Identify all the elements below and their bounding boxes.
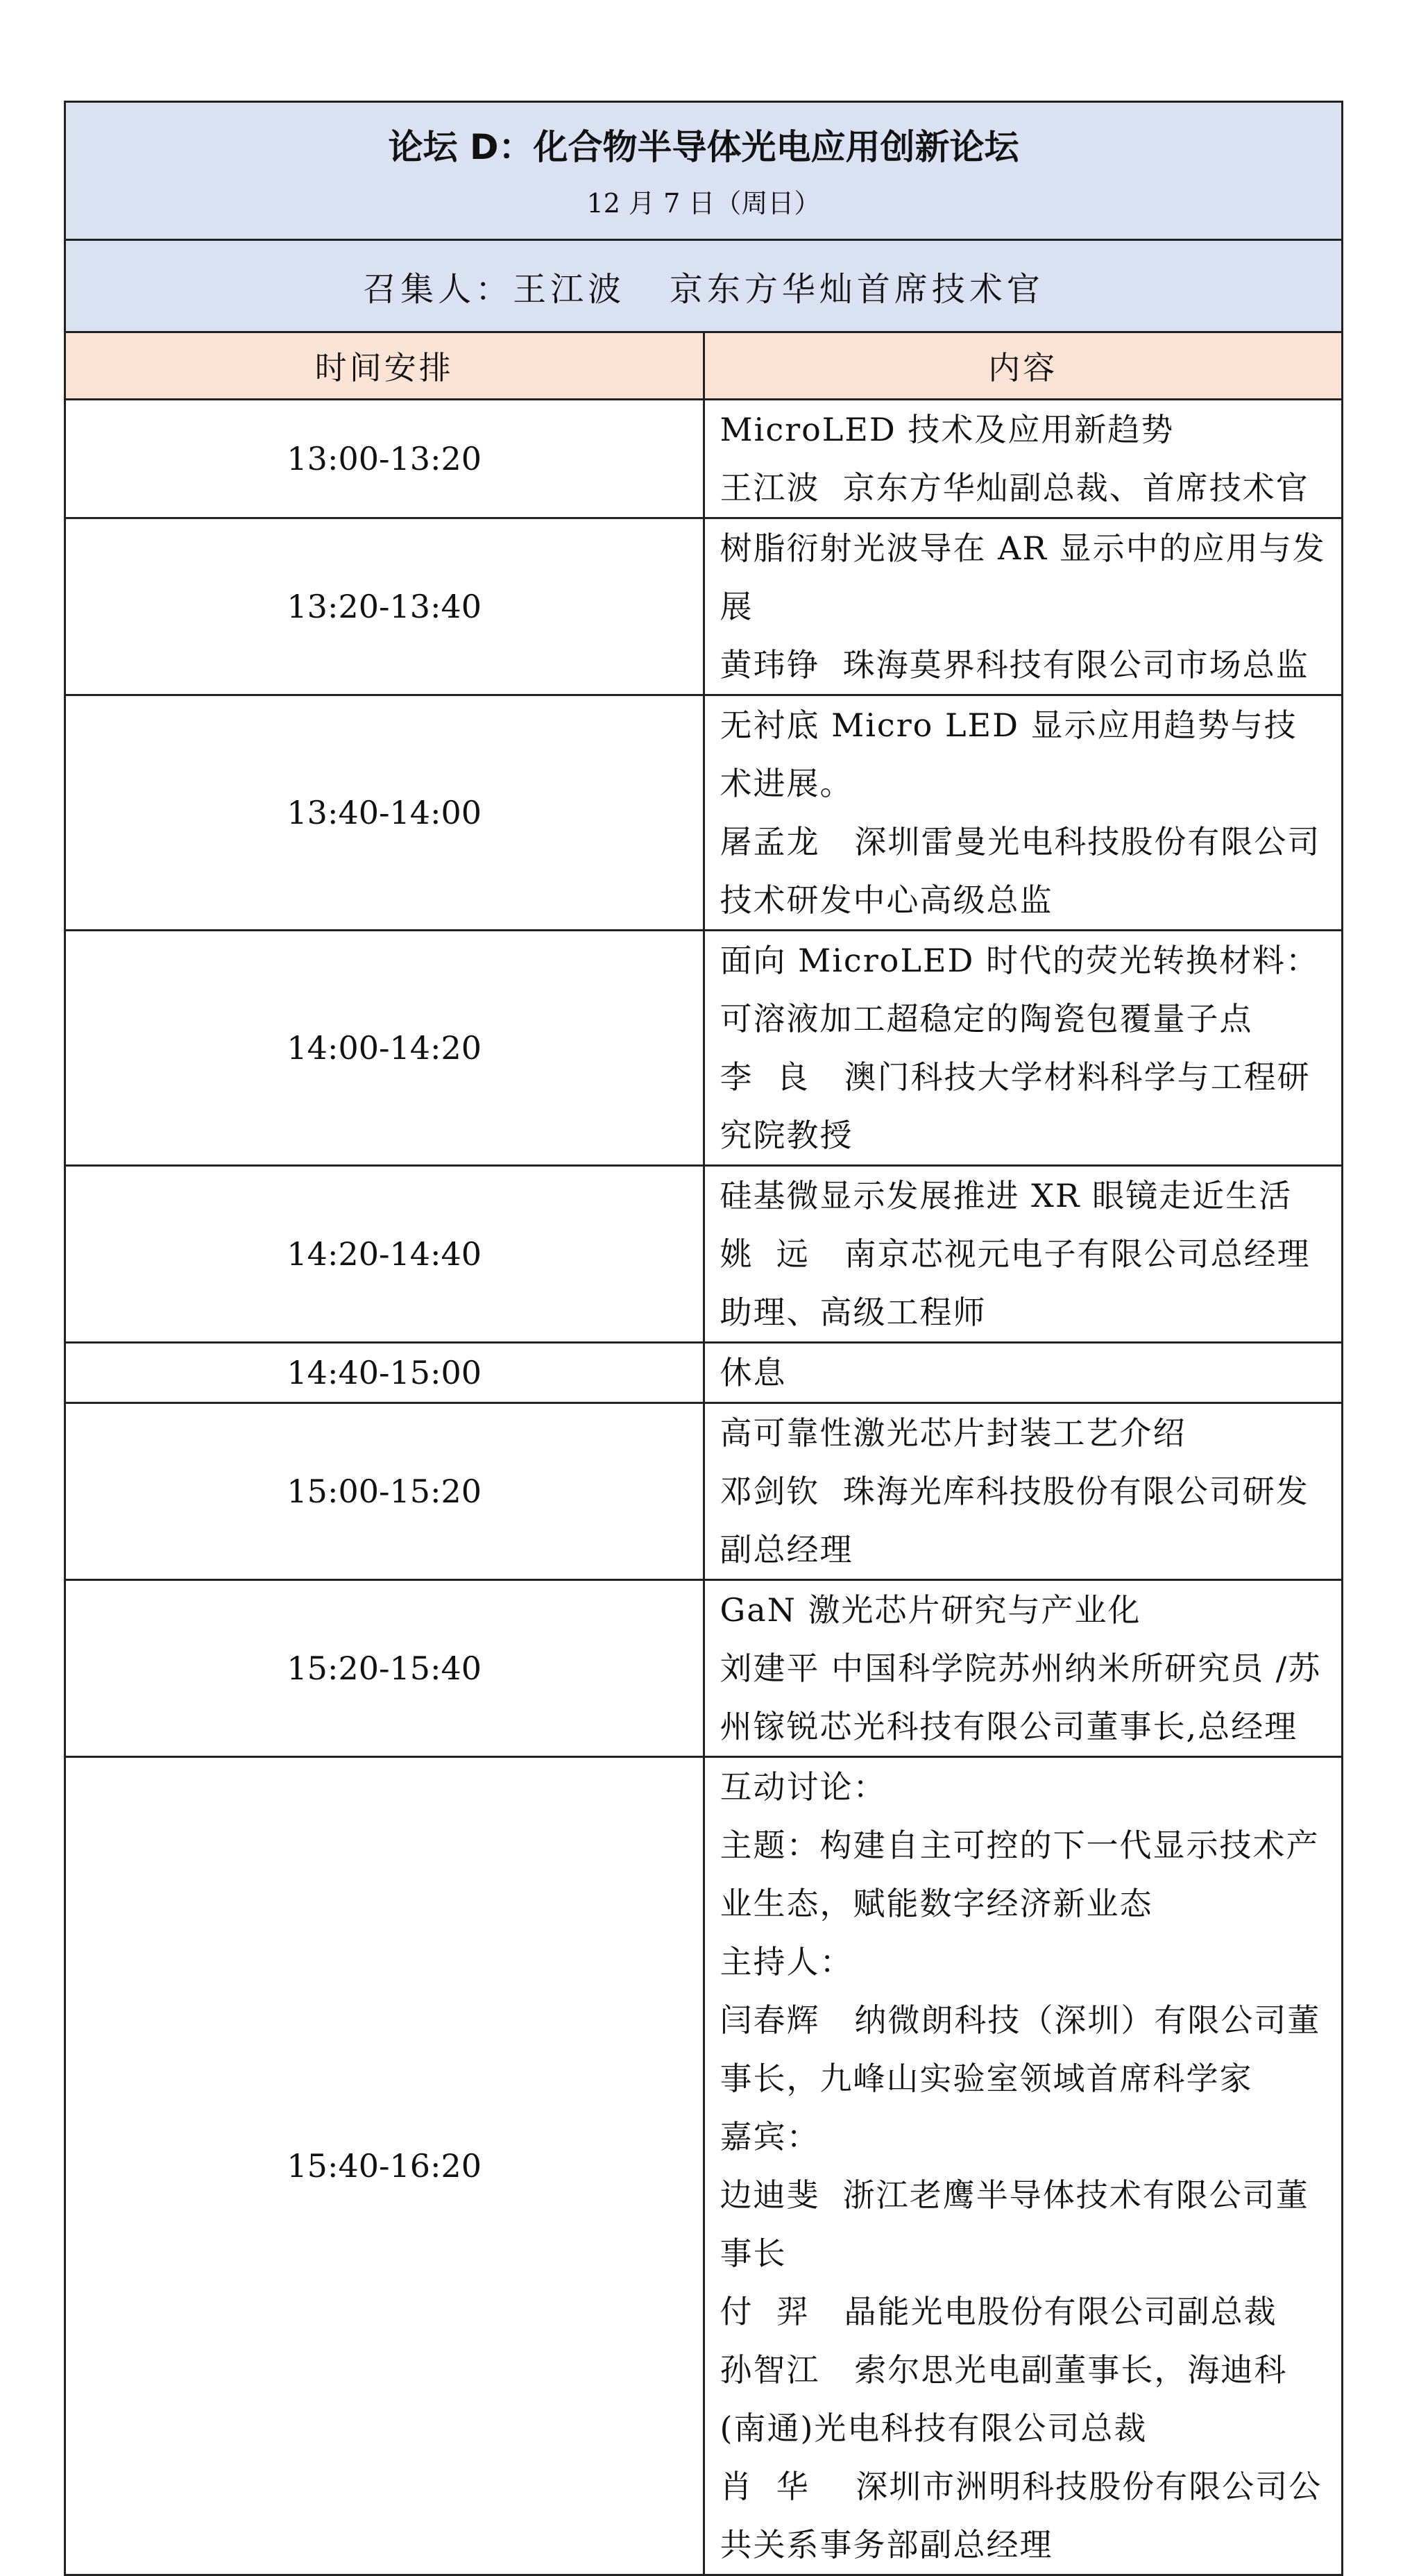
- time-slot: 13:00-13:20: [65, 400, 704, 518]
- content-line: 王江波 京东方华灿副总裁、首席技术官: [720, 469, 1309, 507]
- session-content: [704, 695, 1343, 931]
- table-row: [65, 400, 1343, 518]
- table-row: [65, 931, 1343, 1166]
- column-header-content: 内容: [704, 332, 1343, 400]
- content-line: 主题：构建自主可控的下一代显示技术产业生态，赋能数字经济新业态: [720, 1827, 1320, 1922]
- content-line: 高可靠性激光芯片封装工艺介绍: [720, 1414, 1186, 1452]
- content-line: 树脂衍射光波导在 AR 显示中的应用与发展: [720, 529, 1326, 625]
- session-content: [704, 1166, 1343, 1343]
- time-slot: 14:00-14:20: [65, 931, 704, 1166]
- time-slot: 14:20-14:40: [65, 1166, 704, 1343]
- content-line: 嘉宾：: [720, 2118, 820, 2155]
- content-line: 黄玮铮 珠海莫界科技有限公司市场总监: [720, 646, 1309, 684]
- content-line: 硅基微显示发展推进 XR 眼镜走近生活: [720, 1177, 1293, 1214]
- content-line: 邓剑钦 珠海光库科技股份有限公司研发副总经理: [720, 1473, 1309, 1568]
- table-row: [65, 695, 1343, 931]
- session-content: [704, 931, 1343, 1166]
- forum-header: [65, 102, 1343, 240]
- content-line: 姚 远 南京芯视元电子有限公司总经理助理、高级工程师: [720, 1235, 1311, 1331]
- forum-header-row: [65, 102, 1343, 240]
- session-content: [704, 518, 1343, 695]
- content-line: 主持人：: [720, 1943, 853, 1981]
- content-line: MicroLED 技术及应用新趋势: [720, 411, 1175, 448]
- column-header-row: [65, 332, 1343, 400]
- table-row: [65, 1166, 1343, 1343]
- time-slot: 13:40-14:00: [65, 695, 704, 931]
- session-content: [704, 400, 1343, 518]
- content-line: 闫春辉 纳微朗科技（深圳）有限公司董事长，九峰山实验室领域首席科学家: [720, 2001, 1321, 2097]
- session-content: [704, 1403, 1343, 1580]
- time-slot: 15:00-15:20: [65, 1403, 704, 1580]
- table-row: [65, 1580, 1343, 1757]
- column-header-time: 时间安排: [65, 332, 704, 400]
- content-line: 屠孟龙 深圳雷曼光电科技股份有限公司技术研发中心高级总监: [720, 823, 1321, 919]
- content-line: GaN 激光芯片研究与产业化: [720, 1591, 1141, 1629]
- content-line: 互动讨论：: [720, 1768, 887, 1806]
- content-line: 李 良 澳门科技大学材料科学与工程研究院教授: [720, 1058, 1311, 1154]
- convener: 召集人：王江波 京东方华灿首席技术官: [65, 240, 1343, 332]
- content-line: 面向 MicroLED 时代的荧光转换材料：可溶液加工超稳定的陶瓷包覆量子点: [720, 942, 1320, 1037]
- forum-date: 12 月 7 日（周日）: [586, 188, 821, 219]
- content-line: 无衬底 Micro LED 显示应用趋势与技术进展。: [720, 706, 1298, 802]
- agenda-table: [64, 101, 1343, 2576]
- session-content: [704, 1580, 1343, 1757]
- table-row: [65, 1403, 1343, 1580]
- table-row: [65, 518, 1343, 695]
- time-slot: 15:20-15:40: [65, 1580, 704, 1757]
- table-row: [65, 1343, 1343, 1403]
- content-line: 付 羿 晶能光电股份有限公司副总裁: [720, 2293, 1277, 2330]
- content-line: 肖 华 深圳市洲明科技股份有限公司公共关系事务部副总经理: [720, 2468, 1322, 2564]
- session-content: [704, 1343, 1343, 1403]
- convener-row: [65, 240, 1343, 332]
- forum-title: 论坛 D：化合物半导体光电应用创新论坛: [388, 127, 1019, 167]
- time-slot: 14:40-15:00: [65, 1343, 704, 1403]
- content-line: 休息: [720, 1354, 787, 1391]
- table-row: [65, 1757, 1343, 2575]
- time-slot: 15:40-16:20: [65, 1757, 704, 2575]
- content-line: 边迪斐 浙江老鹰半导体技术有限公司董事长: [720, 2176, 1309, 2272]
- session-content: [704, 1757, 1343, 2575]
- time-slot: 13:20-13:40: [65, 518, 704, 695]
- content-line: 孙智江 索尔思光电副董事长，海迪科(南通)光电科技有限公司总裁: [720, 2351, 1288, 2447]
- content-line: 刘建平 中国科学院苏州纳米所研究员 /苏州镓锐芯光科技有限公司董事长,总经理: [720, 1650, 1322, 1745]
